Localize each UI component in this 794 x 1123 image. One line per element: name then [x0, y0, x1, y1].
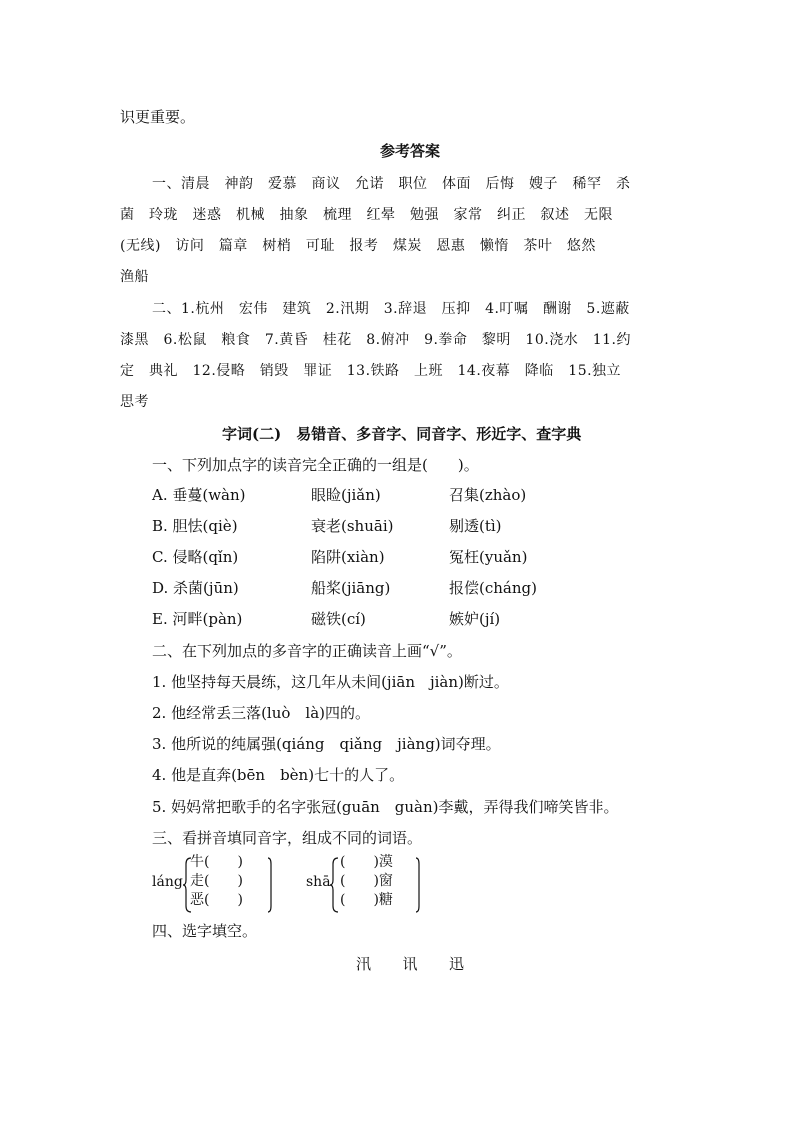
carryover-text: 识更重要。	[120, 108, 196, 126]
option-d-1: D. 杀菌(jūn)	[152, 579, 239, 597]
option-c-1: C. 侵略(qǐn)	[152, 548, 239, 566]
left-brace-icon	[330, 856, 340, 914]
question-2-prompt: 二、在下列加点的多音字的正确读音上画“√”。	[152, 642, 462, 660]
right-bracket-icon	[414, 856, 422, 914]
pinyin-lang: láng	[152, 874, 183, 890]
question-4-prompt: 四、选字填空。	[152, 922, 258, 940]
blank-row[interactable]: ( )窗	[340, 873, 393, 889]
answer-line: 二、1.杭州 宏伟 建筑 2.汛期 3.辞退 压抑 4.叮嘱 酬谢 5.遮蔽	[152, 301, 630, 317]
question-2-item: 2. 他经常丢三落(luò là)四的。	[152, 704, 371, 722]
option-b-2: 衰老(shuāi)	[311, 517, 394, 535]
question-2-item: 4. 他是直奔(bēn bèn)七十的人了。	[152, 766, 405, 784]
answer-line: 漆黑 6.松鼠 粮食 7.黄昏 桂花 8.俯冲 9.拳命 黎明 10.浇水 11.约	[120, 332, 631, 348]
blank-group-1	[190, 853, 243, 910]
answer-line: 渔船	[120, 269, 149, 285]
right-bracket-icon	[266, 856, 274, 914]
answer-line: 一、清晨 神韵 爱慕 商议 允诺 职位 体面 后悔 嫂子 稀罕 杀	[152, 176, 631, 192]
option-d-2: 船桨(jiāng)	[311, 579, 391, 597]
option-a-1: A. 垂蔓(wàn)	[152, 486, 246, 504]
blank-row[interactable]: ( )漠	[340, 854, 393, 870]
answer-line: 菌 玲珑 迷惑 机械 抽象 梳理 红晕 勉强 家常 纠正 叙述 无限	[120, 207, 613, 223]
option-a-3: 召集(zhào)	[449, 486, 527, 504]
option-a-2: 眼睑(jiǎn)	[311, 486, 381, 504]
option-c-2: 陷阱(xiàn)	[311, 548, 385, 566]
char-choices: 汛 讯 迅	[356, 955, 465, 973]
option-b-1: B. 胆怯(qiè)	[152, 517, 238, 535]
option-e-1: E. 河畔(pàn)	[152, 610, 243, 628]
section-title: 字词(二) 易错音、多音字、同音字、形近字、查字典	[222, 425, 582, 443]
option-b-3: 剔透(tì)	[449, 517, 502, 535]
question-2-item: 5. 妈妈常把歌手的名字张冠(guān guàn)李戴，弄得我们啼笑皆非。	[152, 798, 619, 816]
answer-line: 思考	[120, 394, 149, 410]
blank-row[interactable]: 牛( )	[190, 854, 243, 870]
pinyin-sha: shā	[306, 874, 331, 890]
blank-row[interactable]: 走( )	[190, 873, 243, 889]
option-e-2: 磁铁(cí)	[311, 610, 366, 628]
question-1-prompt: 一、下列加点字的读音完全正确的一组是( )。	[152, 456, 479, 474]
option-e-3: 嫉妒(jí)	[449, 610, 501, 628]
answers-title: 参考答案	[380, 142, 441, 160]
answer-line: 定 典礼 12.侵略 销毁 罪证 13.铁路 上班 14.夜幕 降临 15.独立	[120, 363, 622, 379]
blank-group-2	[340, 853, 393, 910]
answer-line: (无线) 访问 篇章 树梢 可耻 报考 煤炭 恩惠 懒惰 茶叶 悠然	[120, 238, 596, 254]
option-d-3: 报偿(cháng)	[449, 579, 537, 597]
question-3-prompt: 三、看拼音填同音字，组成不同的词语。	[152, 829, 423, 847]
option-c-3: 冤枉(yuǎn)	[449, 548, 528, 566]
question-2-item: 1. 他坚持每天晨练，这几年从未间(jiān jiàn)断过。	[152, 673, 509, 691]
blank-row[interactable]: ( )糖	[340, 892, 393, 908]
question-2-item: 3. 他所说的纯属强(qiáng qiǎng jiàng)词夺理。	[152, 735, 501, 753]
blank-row[interactable]: 恶( )	[190, 892, 243, 908]
